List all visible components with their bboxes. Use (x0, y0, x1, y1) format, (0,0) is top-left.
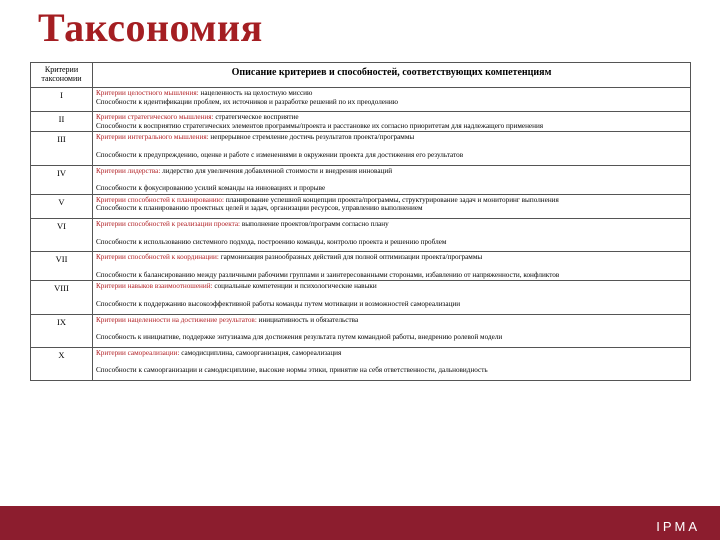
criterion-text: планирование успешной концепции проекта/программы, структурирование задач и мониторинг выполнения (225, 195, 559, 204)
table-row (31, 112, 691, 132)
ability-line: Способности к балансированию между различными рабочими группами и заинтересованными сторонами, избавлению от напряженности, конфликтов (96, 270, 560, 279)
header-description: Описание критериев и способностей, соответствующих компетенциям (93, 63, 691, 88)
ability-line: Способности к поддержанию высокоэффективной работы команды путем мотивации и возможностей самореализации (96, 299, 461, 308)
table-row (31, 194, 691, 218)
ability-line: Способности к использованию системного подхода, построению команды, контролю проекта и решению проблем (96, 237, 447, 246)
criterion-number: IV (31, 165, 93, 194)
criterion-number: VII (31, 252, 93, 281)
criterion-number: VI (31, 218, 93, 251)
criterion-title: Критерии способностей к реализации проекта: (96, 219, 241, 228)
criterion-description (93, 132, 691, 165)
criterion-text: стратегическое восприятие (215, 113, 299, 122)
ability-line: Способности к фокусированию усилий команды на инновациях и прорыве (96, 184, 326, 193)
table-header-row (31, 63, 691, 88)
criterion-text: социальные компетенции и психологические навыки (214, 282, 377, 291)
criterion-number: VIII (31, 281, 93, 314)
table-row (31, 281, 691, 314)
criterion-number: I (31, 88, 93, 112)
criterion-title: Критерии навыков взаимоотношений: (96, 282, 213, 291)
taxonomy-table (30, 62, 691, 381)
ability-line: Способности к предупреждению, оценке и работе с изменениями в окружении проекта для достижения его результатов (96, 150, 464, 159)
criterion-description (93, 218, 691, 251)
table-row (31, 165, 691, 194)
criterion-title: Критерии нацеленности на достижение результатов: (96, 315, 257, 324)
criterion-text: лидерство для увеличения добавленной стоимости и внедрения инноваций (162, 166, 393, 175)
table-row (31, 347, 691, 380)
criterion-title: Критерии самореализации: (96, 348, 180, 357)
criterion-description (93, 112, 691, 132)
criterion-text: непрерывное стремление достичь результатов проекта/программы (210, 133, 415, 142)
criterion-title: Критерии интегрального мышления: (96, 133, 209, 142)
criterion-number: V (31, 194, 93, 218)
table-row (31, 88, 691, 112)
criterion-title: Критерии способностей к планированию: (96, 195, 225, 204)
criterion-description (93, 347, 691, 380)
criterion-description (93, 281, 691, 314)
criterion-title: Критерии стратегического мышления: (96, 113, 214, 122)
ability-line: Способности к идентификации проблем, их источников и разработке решений по их преодолению (96, 97, 399, 106)
criterion-description (93, 165, 691, 194)
page-title: Таксономия (38, 5, 263, 50)
criterion-text: нацеленность на целостную миссию (200, 89, 313, 97)
criterion-title: Критерии способностей к координации: (96, 253, 219, 262)
footer-bar (0, 506, 720, 540)
criterion-title: Критерии лидерства: (96, 166, 161, 175)
criterion-description (93, 88, 691, 112)
ability-line: Способности к планированию проектных целей и задач, организации ресурсов, управлению выполнением (96, 204, 423, 213)
ability-line: Способности к восприятию стратегических элементов программы/проекта и расстановке их согласно приоритетам для надлежащего применения (96, 121, 544, 130)
criterion-title: Критерии целостного мышления: (96, 89, 199, 97)
criterion-text: инициативность и обязательства (258, 315, 359, 324)
ability-line: Способность к инициативе, поддержке энтузиазма для достижения результата путем командной работы, внедрению ролевой модели (96, 333, 503, 342)
criterion-description (93, 194, 691, 218)
table-row (31, 218, 691, 251)
table-row (31, 314, 691, 347)
ability-line: Способности к самоорганизации и самодисциплине, высокие нормы этики, принятие на себя ответственности, дальновидность (96, 366, 488, 375)
header-taxonomy-criteria: Критерии таксономии (31, 63, 93, 88)
criterion-number: X (31, 347, 93, 380)
criterion-number: II (31, 112, 93, 132)
criterion-description (93, 314, 691, 347)
criterion-text: выполнение проектов/программ согласно плану (241, 219, 389, 228)
criterion-number: IX (31, 314, 93, 347)
ipma-logo: IPMA (656, 519, 700, 534)
criterion-text: самодисциплина, самоорганизация, самореализация (181, 348, 342, 357)
criterion-number: III (31, 132, 93, 165)
table-row (31, 252, 691, 281)
criterion-description (93, 252, 691, 281)
criterion-text: гармонизация разнообразных действий для полной оптимизации проекта/программы (220, 253, 483, 262)
table-row (31, 132, 691, 165)
